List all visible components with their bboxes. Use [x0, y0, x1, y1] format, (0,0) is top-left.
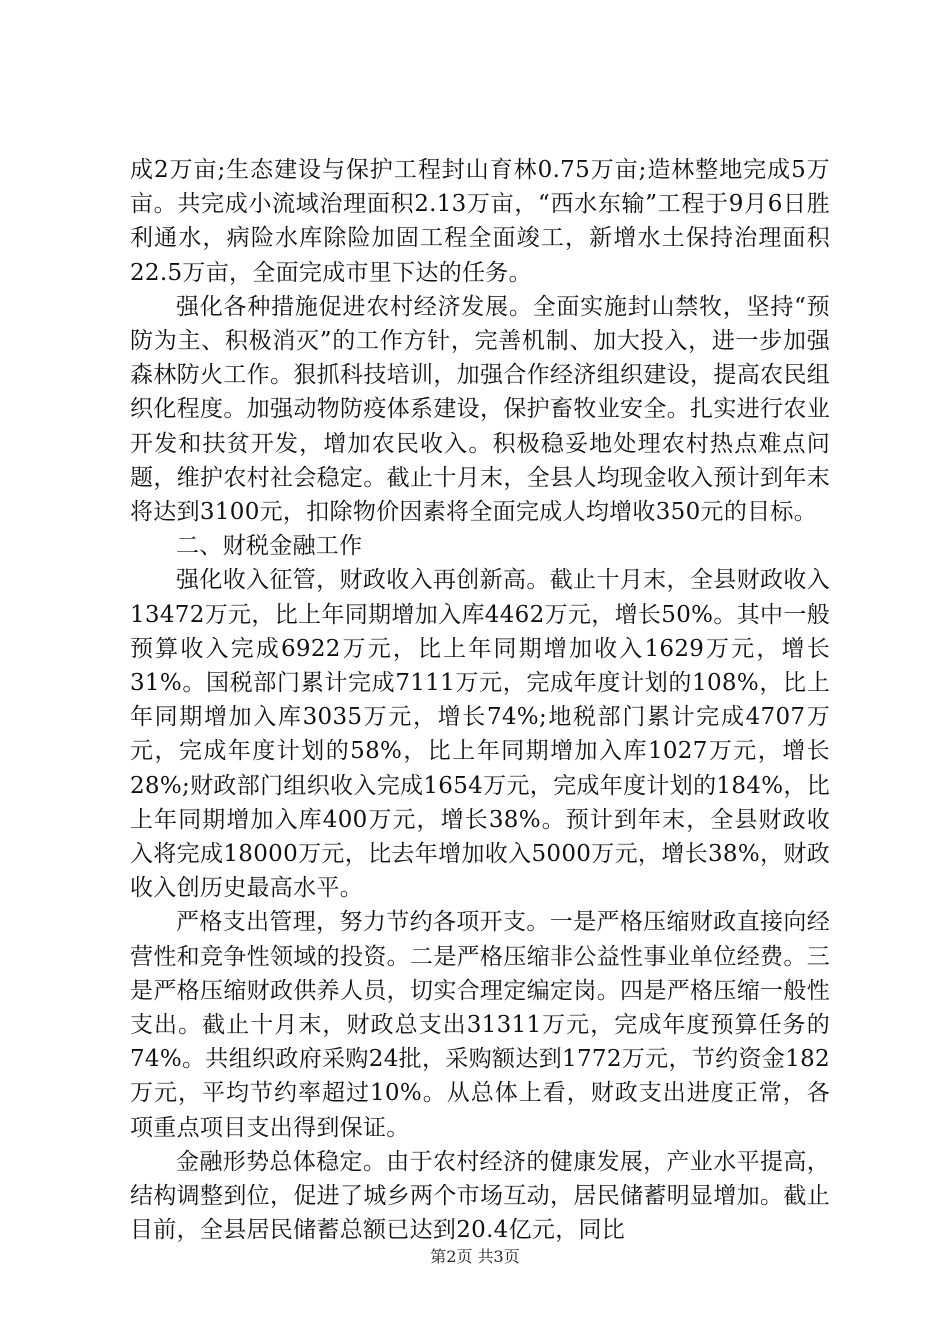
document-body	[130, 153, 830, 1248]
paragraph-revenue: 强化收入征管，财政收入再创新高。截止十月末，全县财政收入13472万元，比上年同期增加入库4462万元，增长50%。其中一般预算收入完成6922万元，比上年同期增加收入1629万元，增长31%。国税部门累计完成7111万元，完成年度计划的108%，比上年同期增加入库3035万元，增长74%;地税部门累计完成4707万元，完成年度计划的58%，比上年同期增加入库1027万元，增长28%;财政部门组织收入完成1654万元，完成年度计划的184%，比上年同期增加入库400万元，增长38%。预计到年末，全县财政收入将完成18000万元，比去年增加收入5000万元，增长38%，财政收入创历史最高水平。	[130, 567, 830, 902]
paragraph-finance-situation: 金融形势总体稳定。由于农村经济的健康发展，产业水平提高，结构调整到位，促进了城乡两个市场互动，居民储蓄明显增加。截止目前，全县居民储蓄总额已达到20.4亿元，同比	[130, 1148, 830, 1244]
paragraph-continuation: 成2万亩;生态建设与保护工程封山育林0.75万亩;造林整地完成5万亩。共完成小流域治理面积2.13万亩，“西水东输”工程于9月6日胜利通水，病险水库除险加固工程全面竣工，新增水土保持治理面积22.5万亩，全面完成市里下达的任务。	[130, 157, 830, 286]
page-footer	[0, 1244, 950, 1267]
page-number-label: 第2页 共3页	[430, 1247, 520, 1266]
paragraph-rural-economy: 强化各种措施促进农村经济发展。全面实施封山禁牧，坚持“预防为主、积极消灭”的工作方针，完善机制、加大投入，进一步加强森林防火工作。狠抓科技培训，加强合作经济组织建设，提高农民组织化程度。加强动物防疫体系建设，保护畜牧业安全。扎实进行农业开发和扶贫开发，增加农民收入。积极稳妥地处理农村热点难点问题，维护农村社会稳定。截止十月末，全县人均现金收入预计到年末将达到3100元，扣除物价因素将全面完成人均增收350元的目标。	[130, 293, 830, 526]
section-heading-finance: 二、财税金融工作	[176, 533, 363, 560]
paragraph-expenditure: 严格支出管理，努力节约各项开支。一是严格压缩财政直接向经营性和竞争性领域的投资。二是严格压缩非公益性事业单位经费。三是严格压缩财政供养人员，切实合理定编定岗。四是严格压缩一般性支出。截止十月末，财政总支出31311万元，完成年度预算任务的74%。共组织政府采购24批，采购额达到1772万元，节约资金182万元，平均节约率超过10%。从总体上看，财政支出进度正常，各项重点项目支出得到保证。	[130, 909, 830, 1141]
